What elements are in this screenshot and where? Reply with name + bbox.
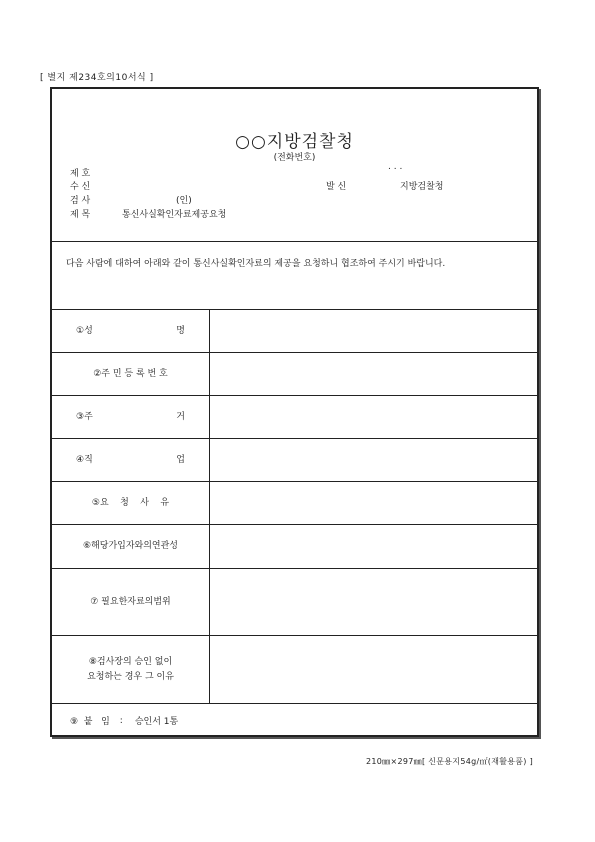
row-label: ⑤요 청 사 유 [52,482,210,524]
row-label [52,439,210,481]
row-label: ②주 민 등 록 번 호 [52,353,210,395]
address-value[interactable] [210,396,537,438]
attachment-label: ⑨ 붙 임 [70,717,110,727]
resident-number-value[interactable] [210,353,537,395]
row-label: ⑦ 필요한자료의범위 [52,569,210,635]
attachment-separator: : [119,715,123,726]
row-label: ⑥해당가입자와의연관성 [52,525,210,568]
row-resident-number [52,353,537,396]
phone-label: (전화번호) [273,153,316,163]
attachment-value: 승인서 1통 [134,717,179,727]
row-label-part: 명 [176,325,185,336]
row-label-part: 거 [176,411,185,422]
number-label: 제 호 [70,169,91,179]
row-name [52,310,537,353]
row-occupation [52,439,537,482]
prosecutor-label: 검 사 [70,196,91,206]
sender-value: 지방검찰청 [400,182,444,192]
row-address [52,396,537,439]
row-scope [52,569,537,636]
name-value[interactable] [210,310,537,352]
row-label-part: ③주 [76,411,93,422]
form-number: [ 별지 제234호의10서식 ] [40,73,154,83]
subject-value: 통신사실확인자료제공요청 [122,210,227,220]
form-box [50,87,539,737]
row-label-part: ④직 [76,454,93,465]
seal-label: (인) [176,196,192,206]
header-section [52,89,537,242]
subject-label: 제 목 [70,210,91,220]
row-label [52,396,210,438]
occupation-value[interactable] [210,439,537,481]
date-dots: . . . [388,162,403,172]
row-label-part: 업 [176,454,185,465]
row-relation [52,525,537,569]
page-title: ○○지방검찰청 [235,132,354,152]
recipient-label: 수 신 [70,182,91,192]
paper-spec: 210㎜×297㎜[ 신문용지54g/㎡(재활용품) ] [366,757,533,766]
request-text: 다음 사람에 대하여 아래와 같이 통신사실확인자료의 제공을 요청하니 협조하여 주시기 바랍니다. [52,242,537,310]
row-no-approval-reason [52,636,537,703]
attachment-row [52,703,537,737]
row-label-part: ①성 [76,325,93,336]
no-approval-reason-value[interactable] [210,636,537,703]
relation-value[interactable] [210,525,537,568]
sender-label: 발 신 [326,182,347,192]
row-label: ⑧검사장의 승인 없이 요청하는 경우 그 이유 [52,636,210,703]
info-table [52,310,537,703]
reason-value[interactable] [210,482,537,524]
row-label [52,310,210,352]
row-reason [52,482,537,525]
scope-value[interactable] [210,569,537,635]
